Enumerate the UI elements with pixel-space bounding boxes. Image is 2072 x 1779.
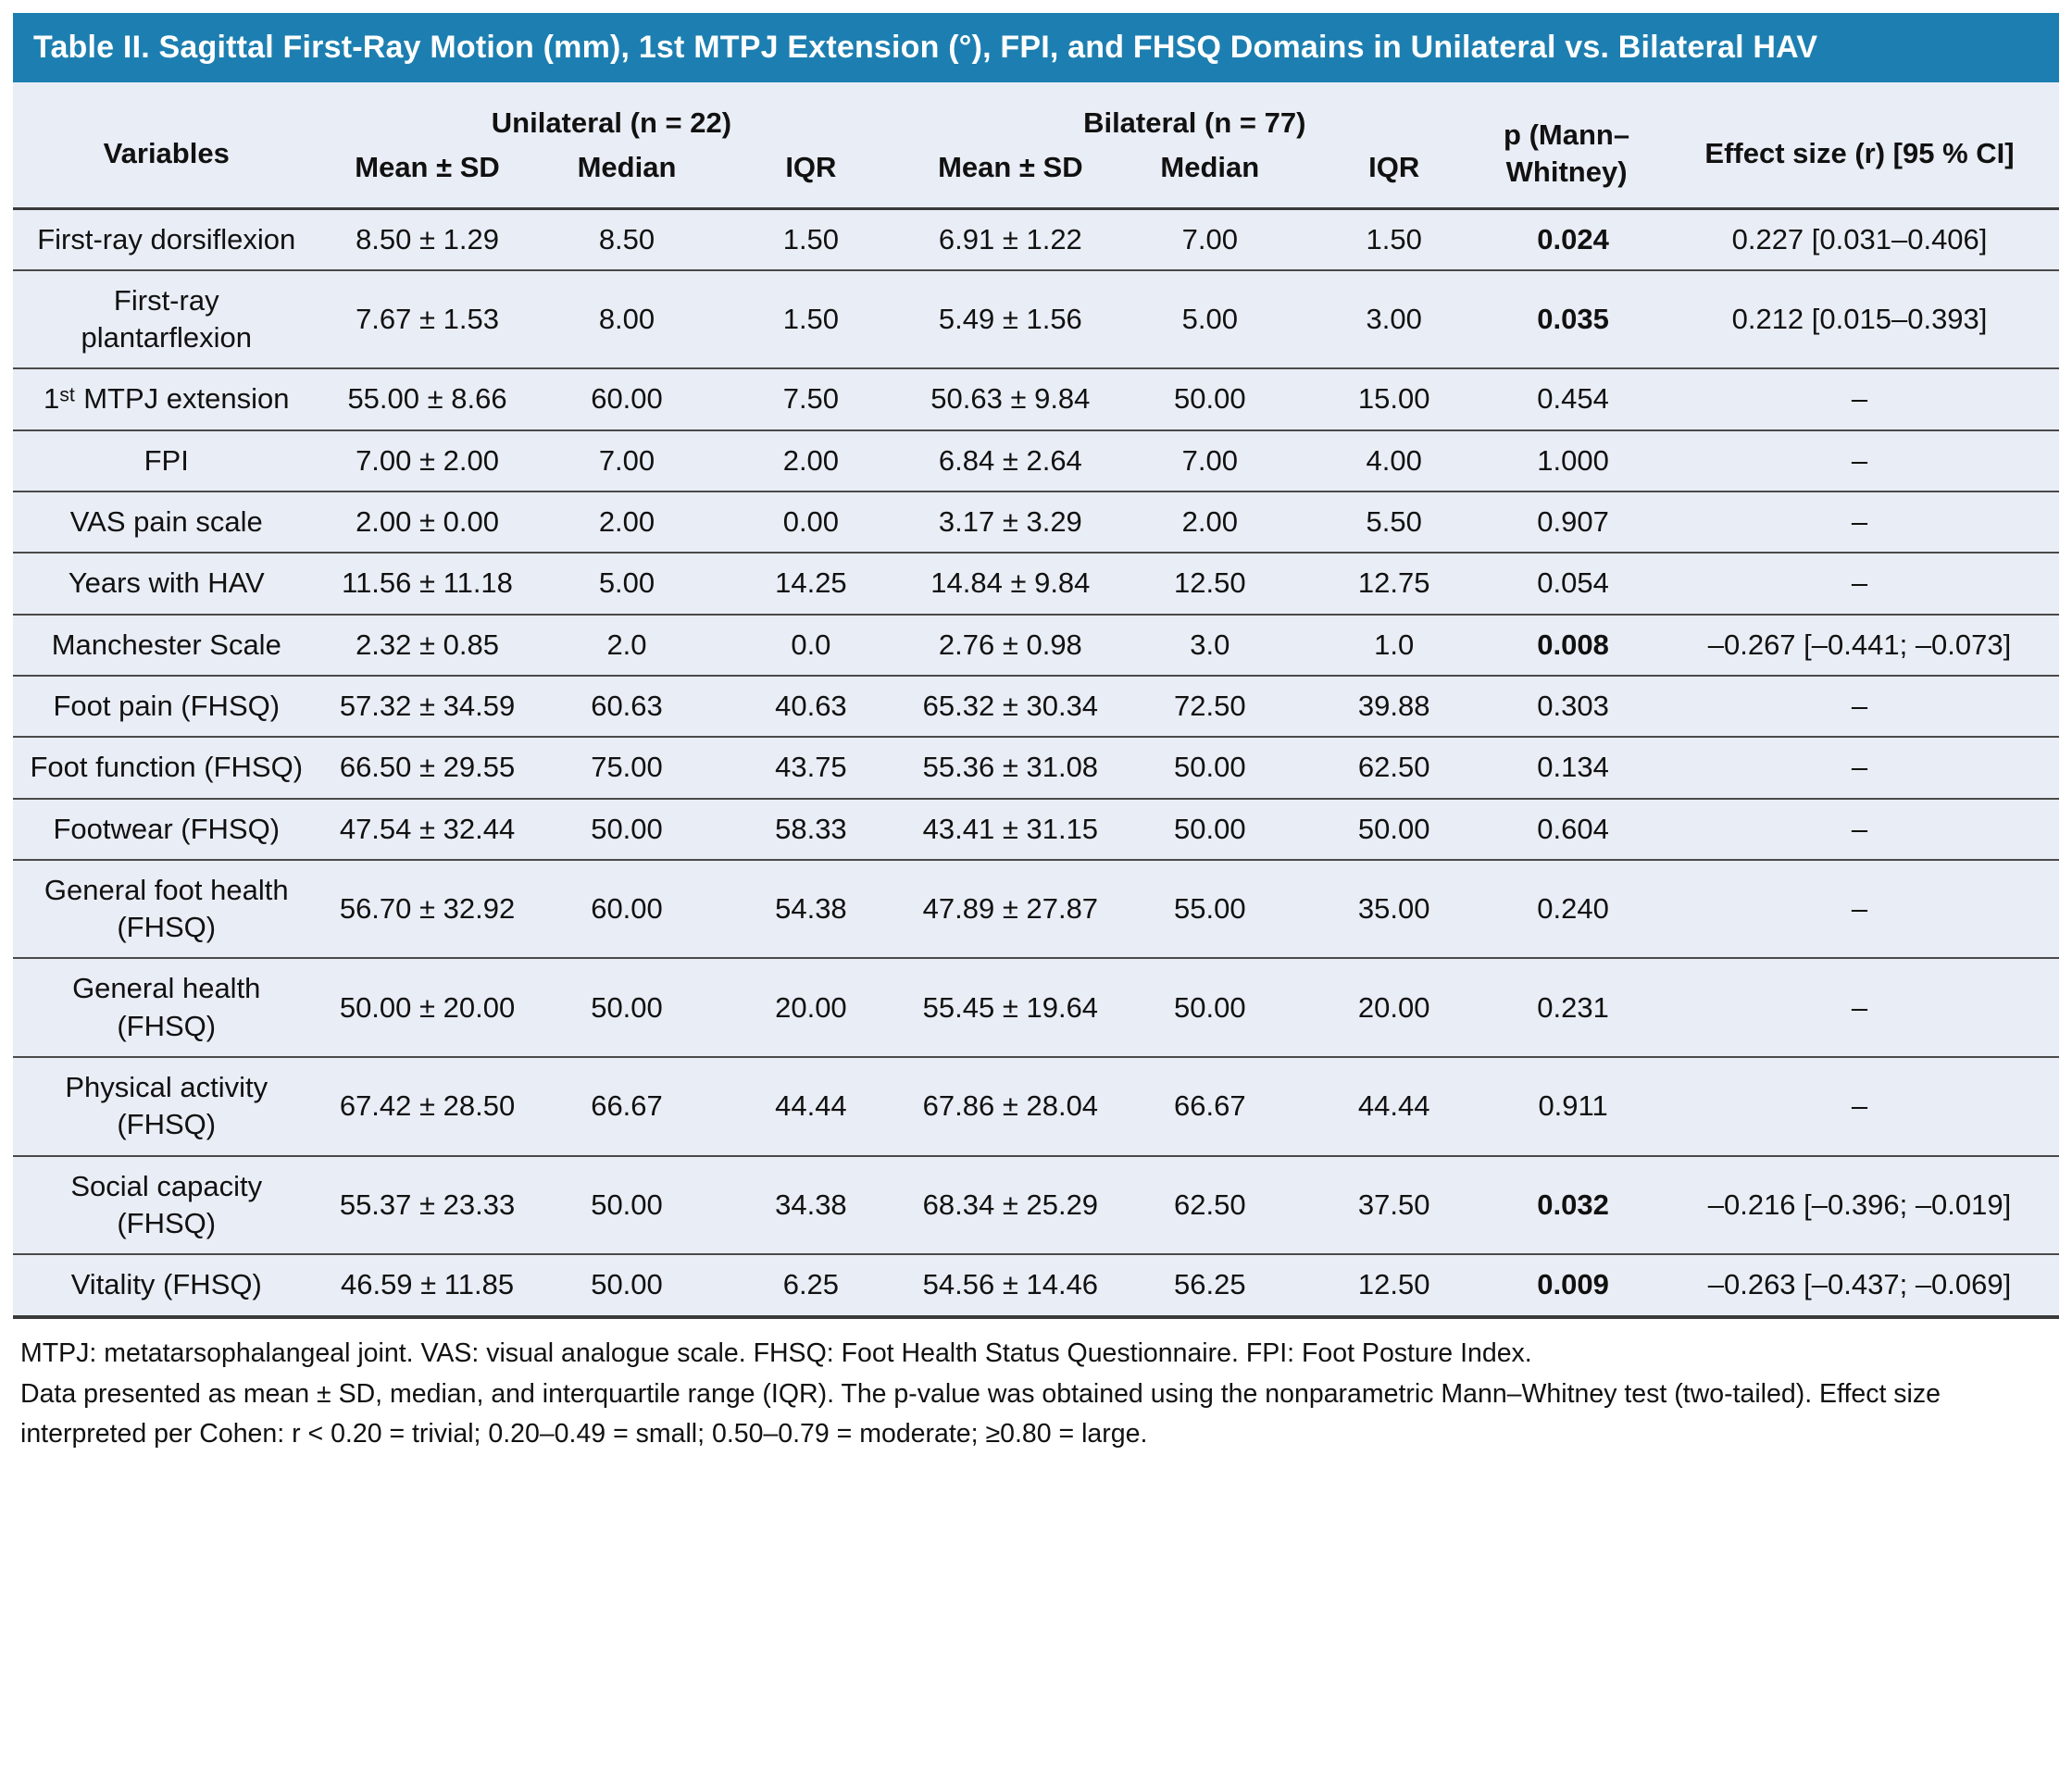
effect-size: –0.267 [–0.441; –0.073] [1660, 615, 2059, 676]
group-header-bilateral: Bilateral (n = 77) [1083, 106, 1306, 139]
bilateral-mean-sd: 5.49 ± 1.56 [903, 270, 1117, 369]
unilateral-median: 8.50 [535, 208, 719, 270]
unilateral-iqr: 2.00 [718, 430, 903, 491]
effect-size: – [1660, 958, 2059, 1057]
table-row [13, 270, 2059, 369]
table-row [13, 1057, 2059, 1156]
table-row [13, 799, 2059, 860]
unilateral-mean-sd: 11.56 ± 11.18 [320, 553, 535, 614]
unilateral-median: 2.0 [535, 615, 719, 676]
bilateral-iqr: 1.50 [1302, 208, 1486, 270]
p-value: 0.054 [1486, 553, 1660, 614]
unilateral-mean-sd: 57.32 ± 34.59 [320, 676, 535, 737]
variable-label: FPI [13, 430, 320, 491]
p-value: 0.303 [1486, 676, 1660, 737]
unilateral-median: 50.00 [535, 799, 719, 860]
table-row [13, 368, 2059, 429]
unilateral-mean-sd: 56.70 ± 32.92 [320, 860, 535, 959]
variable-label: Foot function (FHSQ) [13, 737, 320, 798]
variable-label: General foot health (FHSQ) [13, 860, 320, 959]
bilateral-iqr: 4.00 [1302, 430, 1486, 491]
unilateral-mean-sd: 46.59 ± 11.85 [320, 1254, 535, 1316]
effect-size: 0.227 [0.031–0.406] [1660, 208, 2059, 270]
bilateral-mean-sd: 55.36 ± 31.08 [903, 737, 1117, 798]
unilateral-iqr: 0.0 [718, 615, 903, 676]
variable-label: 1ˢᵗ MTPJ extension [13, 368, 320, 429]
p-value: 0.911 [1486, 1057, 1660, 1156]
unilateral-iqr: 43.75 [718, 737, 903, 798]
unilateral-mean-sd: 2.32 ± 0.85 [320, 615, 535, 676]
bilateral-iqr: 35.00 [1302, 860, 1486, 959]
p-value: 0.231 [1486, 958, 1660, 1057]
bilateral-median: 7.00 [1117, 208, 1302, 270]
col-header-effect-size: Effect size (r) [95 % CI] [1660, 82, 2059, 208]
bilateral-median: 7.00 [1117, 430, 1302, 491]
unilateral-mean-sd: 7.67 ± 1.53 [320, 270, 535, 369]
bilateral-iqr: 5.50 [1302, 491, 1486, 553]
unilateral-iqr: 0.00 [718, 491, 903, 553]
variable-label: Footwear (FHSQ) [13, 799, 320, 860]
variable-label: General health (FHSQ) [13, 958, 320, 1057]
unilateral-iqr: 58.33 [718, 799, 903, 860]
variable-label: Foot pain (FHSQ) [13, 676, 320, 737]
unilateral-mean-sd: 7.00 ± 2.00 [320, 430, 535, 491]
unilateral-iqr: 14.25 [718, 553, 903, 614]
variable-label: Manchester Scale [13, 615, 320, 676]
bilateral-median: 50.00 [1117, 368, 1302, 429]
footnote-methods: Data presented as mean ± SD, median, and interquartile range (IQR). The p-value was obtained using the nonparametric Mann–Whitney test (two-tailed). Effect size interpreted per Cohen: r < 0.20 = trivial; 0.20–0.49 = small; 0.50–0.79 = moderate; ≥0.80 = large. [20, 1379, 1941, 1449]
unilateral-median: 75.00 [535, 737, 719, 798]
subheader-unilateral-iqr: IQR [718, 145, 903, 208]
effect-size: – [1660, 368, 2059, 429]
effect-size: – [1660, 676, 2059, 737]
bilateral-mean-sd: 14.84 ± 9.84 [903, 553, 1117, 614]
unilateral-iqr: 1.50 [718, 270, 903, 369]
effect-size: – [1660, 737, 2059, 798]
table-header [13, 82, 2059, 208]
unilateral-iqr: 34.38 [718, 1156, 903, 1255]
unilateral-median: 50.00 [535, 958, 719, 1057]
unilateral-median: 50.00 [535, 1156, 719, 1255]
table-row [13, 491, 2059, 553]
unilateral-mean-sd: 55.37 ± 23.33 [320, 1156, 535, 1255]
bilateral-mean-sd: 6.91 ± 1.22 [903, 208, 1117, 270]
unilateral-iqr: 1.50 [718, 208, 903, 270]
unilateral-median: 8.00 [535, 270, 719, 369]
table-row [13, 208, 2059, 270]
footnote-abbreviations: MTPJ: metatarsophalangeal joint. VAS: visual analogue scale. FHSQ: Foot Health Status Questionnaire. FPI: Foot Posture Index. [20, 1337, 1532, 1368]
table-row [13, 860, 2059, 959]
bilateral-iqr: 12.75 [1302, 553, 1486, 614]
unilateral-median: 5.00 [535, 553, 719, 614]
unilateral-median: 2.00 [535, 491, 719, 553]
bilateral-mean-sd: 67.86 ± 28.04 [903, 1057, 1117, 1156]
p-value: 0.035 [1486, 270, 1660, 369]
unilateral-iqr: 44.44 [718, 1057, 903, 1156]
bilateral-mean-sd: 47.89 ± 27.87 [903, 860, 1117, 959]
unilateral-median: 60.63 [535, 676, 719, 737]
p-value: 0.032 [1486, 1156, 1660, 1255]
effect-size: – [1660, 799, 2059, 860]
subheader-bilateral-mean-sd: Mean ± SD [903, 145, 1117, 208]
unilateral-iqr: 54.38 [718, 860, 903, 959]
variable-label: VAS pain scale [13, 491, 320, 553]
bilateral-iqr: 12.50 [1302, 1254, 1486, 1316]
variable-label: First-ray dorsiflexion [13, 208, 320, 270]
unilateral-mean-sd: 67.42 ± 28.50 [320, 1057, 535, 1156]
subheader-bilateral-iqr: IQR [1302, 145, 1486, 208]
effect-size: – [1660, 430, 2059, 491]
bilateral-iqr: 62.50 [1302, 737, 1486, 798]
table-row [13, 737, 2059, 798]
bilateral-mean-sd: 55.45 ± 19.64 [903, 958, 1117, 1057]
unilateral-iqr: 40.63 [718, 676, 903, 737]
bilateral-mean-sd: 3.17 ± 3.29 [903, 491, 1117, 553]
unilateral-mean-sd: 2.00 ± 0.00 [320, 491, 535, 553]
variable-label: First-ray plantarflexion [13, 270, 320, 369]
bilateral-median: 12.50 [1117, 553, 1302, 614]
bilateral-iqr: 39.88 [1302, 676, 1486, 737]
bilateral-median: 72.50 [1117, 676, 1302, 737]
subheader-unilateral-median: Median [535, 145, 719, 208]
bilateral-iqr: 3.00 [1302, 270, 1486, 369]
subheader-unilateral-mean-sd: Mean ± SD [320, 145, 535, 208]
unilateral-median: 50.00 [535, 1254, 719, 1316]
bilateral-mean-sd: 43.41 ± 31.15 [903, 799, 1117, 860]
bilateral-median: 62.50 [1117, 1156, 1302, 1255]
table-body [13, 208, 2059, 1316]
table-row [13, 1156, 2059, 1255]
bilateral-mean-sd: 54.56 ± 14.46 [903, 1254, 1117, 1316]
bilateral-median: 3.0 [1117, 615, 1302, 676]
unilateral-mean-sd: 50.00 ± 20.00 [320, 958, 535, 1057]
variable-label: Vitality (FHSQ) [13, 1254, 320, 1316]
bilateral-iqr: 44.44 [1302, 1057, 1486, 1156]
bilateral-mean-sd: 68.34 ± 25.29 [903, 1156, 1117, 1255]
table-row [13, 430, 2059, 491]
unilateral-mean-sd: 8.50 ± 1.29 [320, 208, 535, 270]
unilateral-iqr: 7.50 [718, 368, 903, 429]
variable-label: Years with HAV [13, 553, 320, 614]
bilateral-iqr: 1.0 [1302, 615, 1486, 676]
col-header-variables: Variables [13, 82, 320, 208]
p-value: 1.000 [1486, 430, 1660, 491]
bilateral-median: 50.00 [1117, 958, 1302, 1057]
bilateral-mean-sd: 2.76 ± 0.98 [903, 615, 1117, 676]
p-value: 0.907 [1486, 491, 1660, 553]
table-title: Table II. Sagittal First-Ray Motion (mm), 1st MTPJ Extension (°), FPI, and FHSQ Domains in Unilateral vs. Bilateral HAV [13, 13, 2059, 82]
bilateral-iqr: 15.00 [1302, 368, 1486, 429]
bilateral-median: 66.67 [1117, 1057, 1302, 1156]
p-value: 0.009 [1486, 1254, 1660, 1316]
bilateral-median: 55.00 [1117, 860, 1302, 959]
bilateral-median: 50.00 [1117, 737, 1302, 798]
footnotes [13, 1319, 2059, 1454]
unilateral-median: 7.00 [535, 430, 719, 491]
bilateral-median: 2.00 [1117, 491, 1302, 553]
effect-size: – [1660, 860, 2059, 959]
table-row [13, 958, 2059, 1057]
effect-size: – [1660, 491, 2059, 553]
unilateral-median: 60.00 [535, 368, 719, 429]
variable-label: Physical activity (FHSQ) [13, 1057, 320, 1156]
table-figure [13, 13, 2059, 1454]
unilateral-mean-sd: 66.50 ± 29.55 [320, 737, 535, 798]
subheader-bilateral-median: Median [1117, 145, 1302, 208]
group-header-unilateral: Unilateral (n = 22) [491, 106, 732, 139]
bilateral-iqr: 37.50 [1302, 1156, 1486, 1255]
effect-size: – [1660, 1057, 2059, 1156]
unilateral-median: 66.67 [535, 1057, 719, 1156]
bilateral-median: 5.00 [1117, 270, 1302, 369]
p-value: 0.134 [1486, 737, 1660, 798]
effect-size: 0.212 [0.015–0.393] [1660, 270, 2059, 369]
unilateral-iqr: 6.25 [718, 1254, 903, 1316]
p-value: 0.240 [1486, 860, 1660, 959]
unilateral-mean-sd: 47.54 ± 32.44 [320, 799, 535, 860]
table-row [13, 615, 2059, 676]
data-table [13, 82, 2059, 1319]
table-row [13, 553, 2059, 614]
effect-size: – [1660, 553, 2059, 614]
p-value: 0.024 [1486, 208, 1660, 270]
bilateral-iqr: 50.00 [1302, 799, 1486, 860]
unilateral-iqr: 20.00 [718, 958, 903, 1057]
bilateral-iqr: 20.00 [1302, 958, 1486, 1057]
effect-size: –0.263 [–0.437; –0.069] [1660, 1254, 2059, 1316]
table-row [13, 1254, 2059, 1316]
p-value: 0.008 [1486, 615, 1660, 676]
unilateral-mean-sd: 55.00 ± 8.66 [320, 368, 535, 429]
bilateral-median: 50.00 [1117, 799, 1302, 860]
p-value: 0.604 [1486, 799, 1660, 860]
bilateral-mean-sd: 65.32 ± 30.34 [903, 676, 1117, 737]
table-row [13, 676, 2059, 737]
bilateral-median: 56.25 [1117, 1254, 1302, 1316]
bilateral-mean-sd: 50.63 ± 9.84 [903, 368, 1117, 429]
effect-size: –0.216 [–0.396; –0.019] [1660, 1156, 2059, 1255]
variable-label: Social capacity (FHSQ) [13, 1156, 320, 1255]
unilateral-median: 60.00 [535, 860, 719, 959]
bilateral-mean-sd: 6.84 ± 2.64 [903, 430, 1117, 491]
col-header-p-mann-whitney: p (Mann–Whitney) [1486, 82, 1660, 208]
p-value: 0.454 [1486, 368, 1660, 429]
